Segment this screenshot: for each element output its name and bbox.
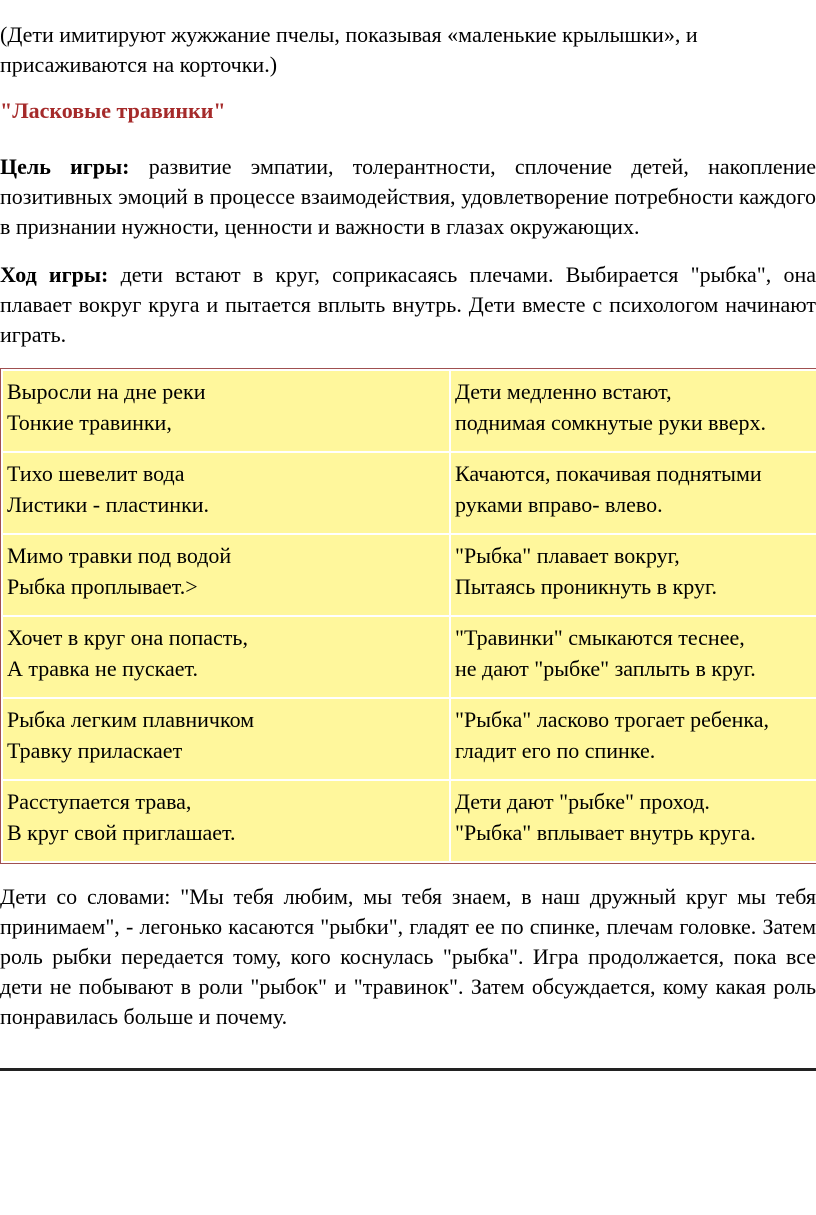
verse-line: Выросли на дне реки xyxy=(7,379,206,404)
closing-paragraph: Дети со словами: "Мы тебя любим, мы тебя знаем, в наш дружный круг мы тебя принимаем", - легонько касаются "рыбки", гладят ее по спинке, плечам головке. Затем роль рыбки передается тому, кого коснулась "рыбка". Игра продолжается, пока все дети не побывают в роли "рыбок" и "травинок". Затем обсуждается, кому какая роль понравилась больше и почему. xyxy=(0,884,816,1029)
action-line: Дети медленно встают, xyxy=(455,379,672,404)
verse-line: Хочет в круг она попасть, xyxy=(7,625,248,650)
table-row xyxy=(3,535,816,615)
table-row xyxy=(3,617,816,697)
action-cell xyxy=(451,617,816,697)
verse-cell xyxy=(3,535,449,615)
verse-table xyxy=(0,368,816,864)
verse-line: Тихо шевелит вода xyxy=(7,461,185,486)
action-cell xyxy=(451,535,816,615)
verse-cell xyxy=(3,371,449,451)
action-cell xyxy=(451,699,816,779)
action-line: "Рыбка" вплывает внутрь круга. xyxy=(455,820,756,845)
action-line: Качаются, покачивая поднятыми xyxy=(455,461,762,486)
goal-paragraph xyxy=(0,152,816,242)
game-title: "Ласковые травинки" xyxy=(0,98,226,123)
verse-line: Тонкие травинки, xyxy=(7,410,172,435)
intro-paragraph: (Дети имитируют жужжание пчелы, показывая «маленькие крылышки», и присаживаются на корточки.) xyxy=(0,22,698,77)
verse-line: А травка не пускает. xyxy=(7,656,198,681)
verse-line: Мимо травки под водой xyxy=(7,543,232,568)
action-cell xyxy=(451,371,816,451)
table-row xyxy=(3,371,816,451)
action-line: "Рыбка" плавает вокруг, xyxy=(455,543,680,568)
action-line: руками вправо- влево. xyxy=(455,492,663,517)
table-row xyxy=(3,699,816,779)
verse-line: Рыбка легким плавничком xyxy=(7,707,255,732)
table-row xyxy=(3,453,816,533)
action-cell xyxy=(451,781,816,861)
action-line: Дети дают "рыбке" проход. xyxy=(455,789,710,814)
verse-cell xyxy=(3,617,449,697)
action-line: не дают "рыбке" заплыть в круг. xyxy=(455,656,756,681)
verse-line: В круг свой приглашает. xyxy=(7,820,236,845)
goal-text: развитие эмпатии, толерантности, сплочение детей, накопление позитивных эмоций в процессе взаимодействия, удовлетворение потребности каждого в признании нужности, ценности и важности в глазах окружающих. xyxy=(0,154,816,239)
course-label: Ход игры: xyxy=(0,262,109,287)
verse-line: Рыбка проплывает.> xyxy=(7,574,198,599)
course-text: дети встают в круг, соприкасаясь плечами. Выбирается "рыбка", она плавает вокруг круга и пытается вплыть внутрь. Дети вместе с психологом начинают играть. xyxy=(0,262,816,347)
course-paragraph xyxy=(0,260,816,350)
goal-label: Цель игры: xyxy=(0,154,130,179)
action-cell xyxy=(451,453,816,533)
action-line: поднимая сомкнутые руки вверх. xyxy=(455,410,767,435)
action-line: "Рыбка" ласково трогает ребенка, xyxy=(455,707,769,732)
action-line: "Травинки" смыкаются теснее, xyxy=(455,625,745,650)
verse-line: Травку приласкает xyxy=(7,738,183,763)
verse-cell xyxy=(3,781,449,861)
verse-line: Расступается трава, xyxy=(7,789,192,814)
verse-cell xyxy=(3,453,449,533)
verse-cell xyxy=(3,699,449,779)
table-row xyxy=(3,781,816,861)
action-line: Пытаясь проникнуть в круг. xyxy=(455,574,717,599)
verse-line: Листики - пластинки. xyxy=(7,492,210,517)
action-line: гладит его по спинке. xyxy=(455,738,656,763)
page-divider xyxy=(0,1068,816,1071)
